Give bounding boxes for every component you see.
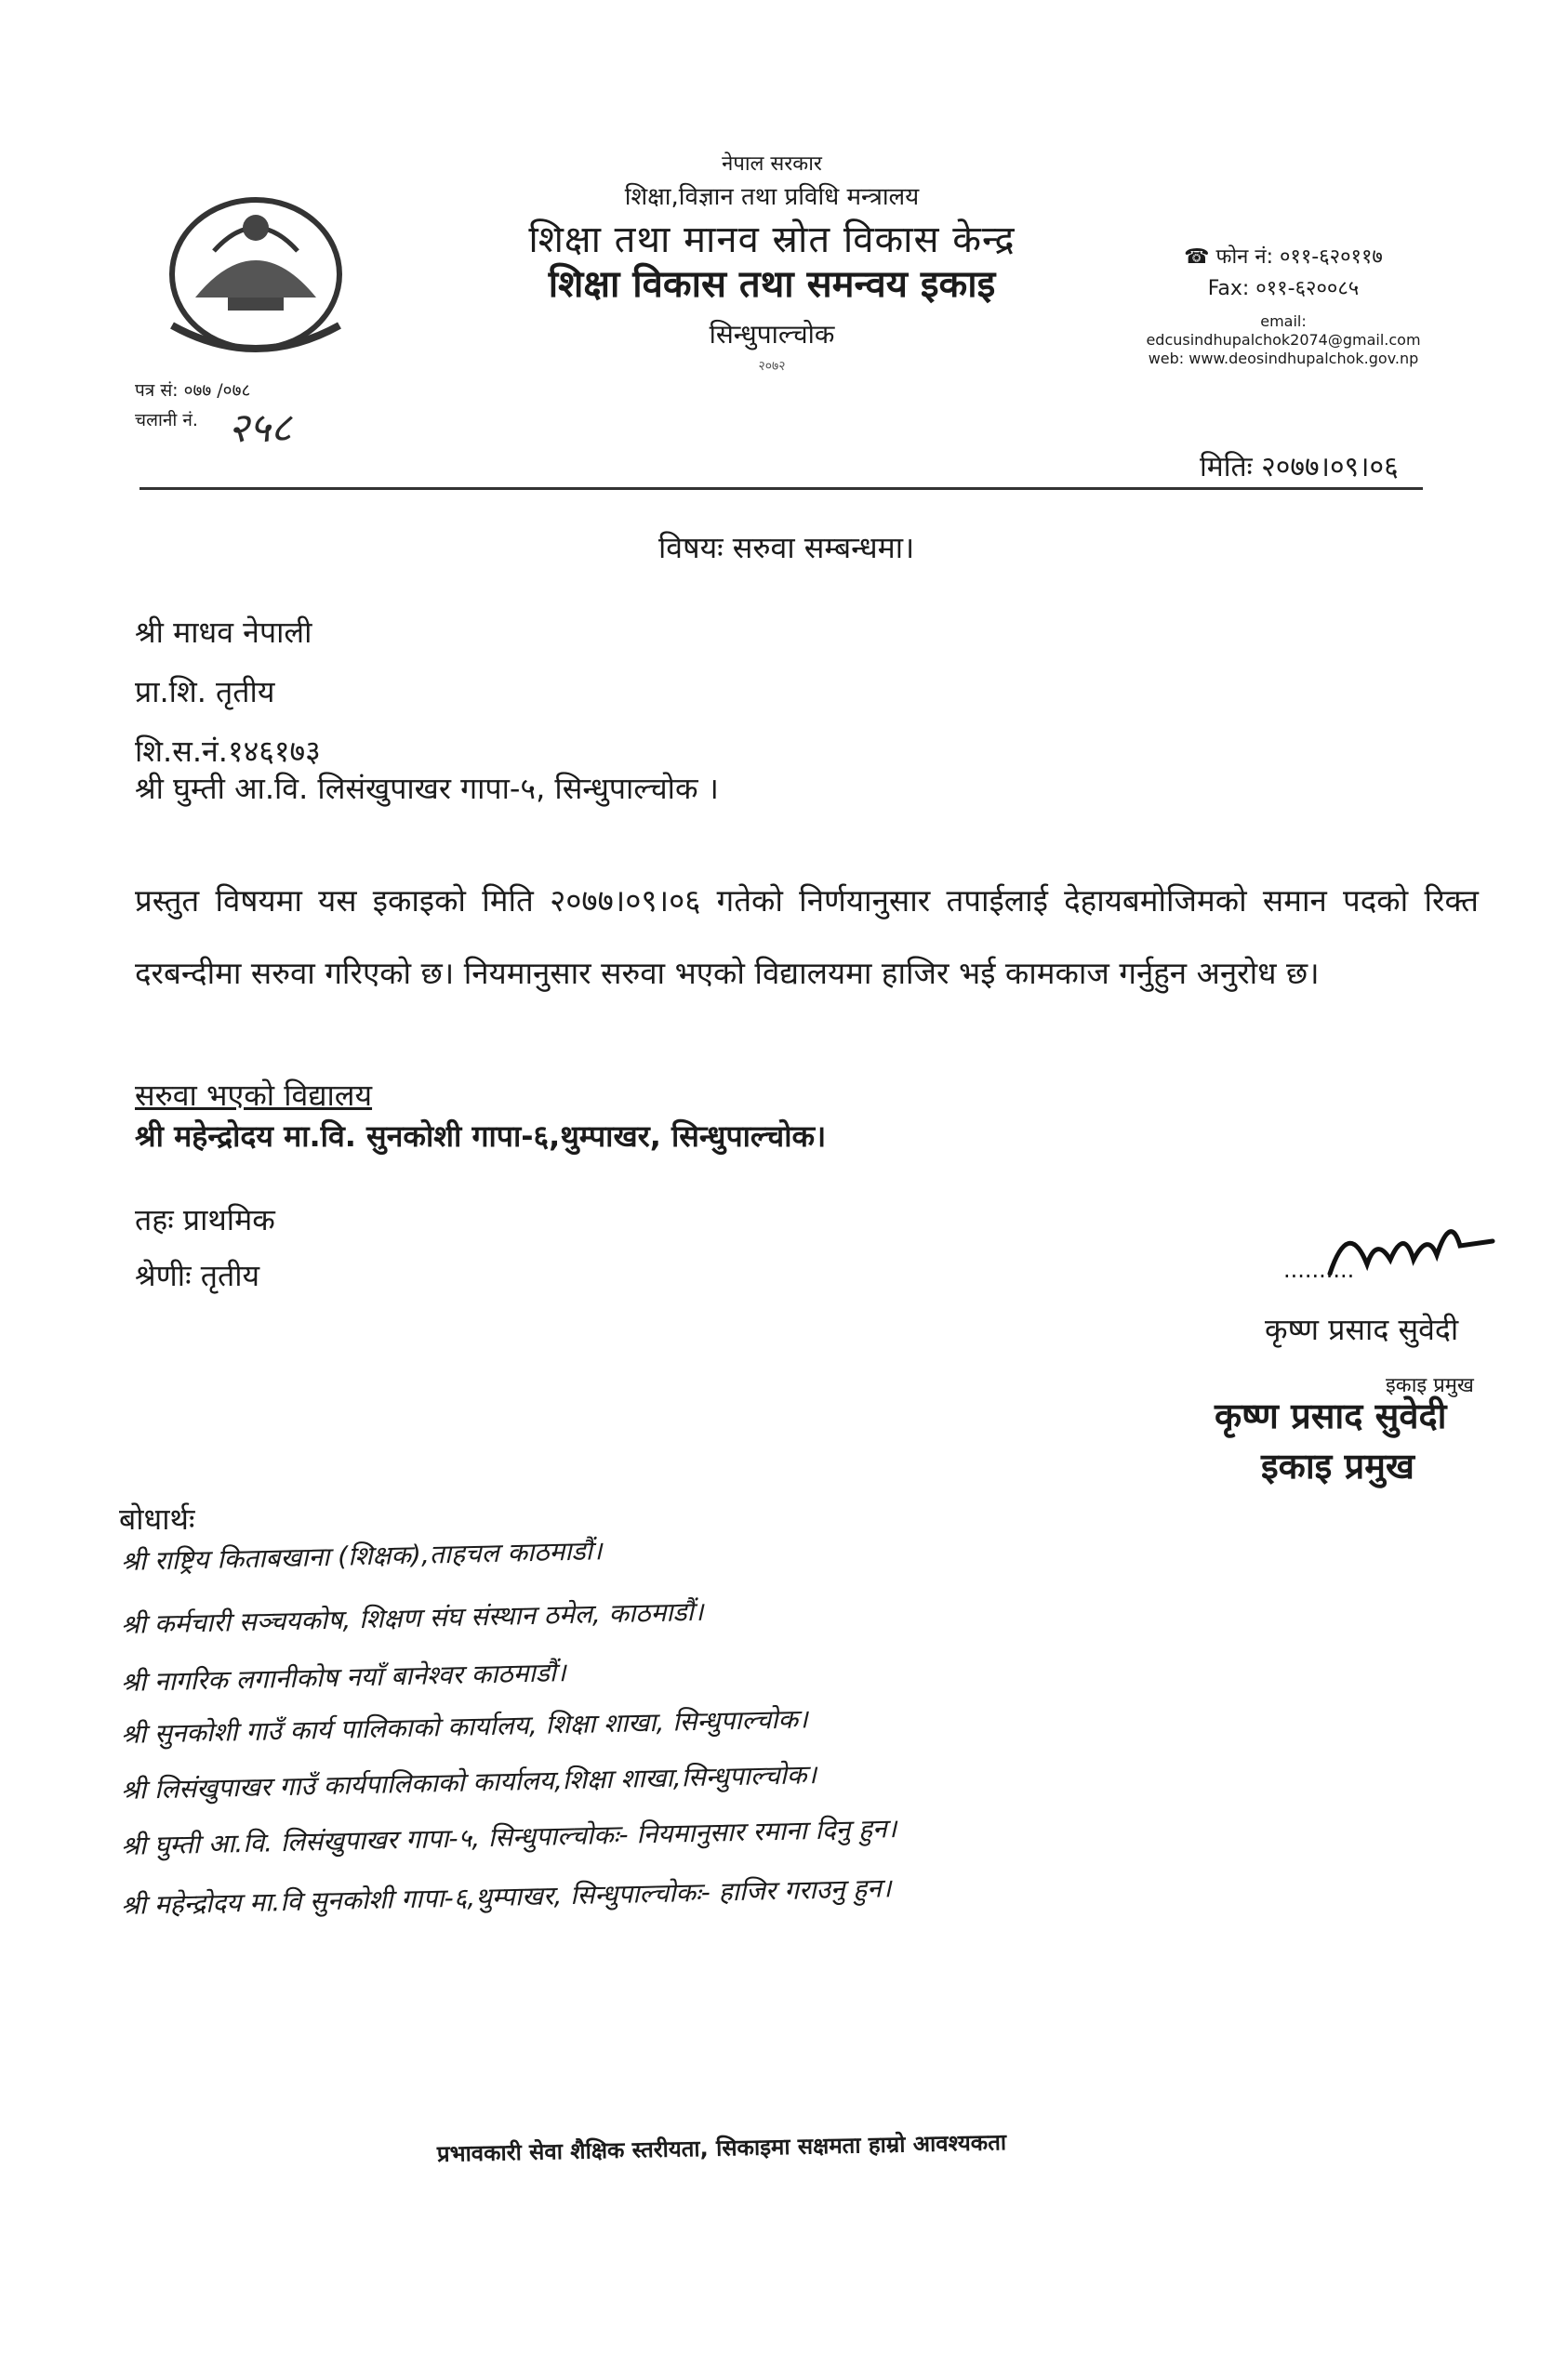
contact-email: edcusindhupalchok2074@gmail.com (1146, 331, 1421, 349)
header-government: नेपाल सरकार (722, 152, 822, 176)
signature-dots: .......... (1283, 1257, 1355, 1283)
nepal-emblem-icon (149, 186, 363, 372)
transfer-level: तहः प्राथमिक (135, 1202, 275, 1237)
letter-number: पत्र सं: ०७७ /०७८ (135, 380, 251, 401)
dispatch-label: चलानी नं. (135, 410, 198, 430)
cc-item: श्री राष्ट्रिय किताबखाना (शिक्षक),ताहचल काठमाडौं। (120, 1535, 603, 1577)
dispatch-number: २५८ (228, 404, 292, 452)
recipient-school: श्री घुम्ती आ.वि. लिसंखुपाखर गापा-५, सिन्धुपाल्चोक । (135, 771, 719, 806)
body-paragraph: प्रस्तुत विषयमा यस इकाइको मिति २०७७।०९।०६ गतेको निर्णयानुसार तपाईलाई देहायबमोजिमको समान पदको रिक्त दरबन्दीमा सरुवा गरिएको छ। नियमानुसार सरुवा भएको विद्यालयमा हाजिर भई कामकाज गर्नुहुन अनुरोध छ। (135, 882, 1479, 991)
transfer-grade: श्रेणीः तृतीय (135, 1258, 260, 1293)
cc-label: बोधार्थः (119, 1501, 195, 1537)
cc-item: श्री सुनकोशी गाउँ कार्य पालिकाको कार्यालय, शिक्षा शाखा, सिन्धुपाल्चोक। (120, 1703, 809, 1750)
header-district: सिन्धुपाल्चोक (709, 319, 835, 350)
transfer-heading: सरुवा भएको विद्यालय (135, 1078, 373, 1113)
cc-item: श्री महेन्द्रोदय मा.वि सुनकोशी गापा-६,थुम्पाखर, सिन्धुपाल्चोकः- हाजिर गराउनु हुन। (120, 1872, 892, 1921)
cc-item: श्री कर्मचारी सञ्चयकोष, शिक्षण संघ संस्थान ठमेल, काठमाडौं। (120, 1595, 704, 1640)
header-unit: शिक्षा विकास तथा समन्वय इकाइ (548, 263, 996, 306)
letter-date: मितिः २०७७।०९।०६ (1200, 451, 1399, 483)
footer-motto: प्रभावकारी सेवा शैक्षिक स्तरीयता, सिकाइमा सक्षमता हाम्रो आवश्यकता (436, 2129, 1007, 2167)
subject: विषयः सरुवा सम्बन्धमा। (658, 530, 915, 565)
recipient-level: प्रा.शि. तृतीय (135, 674, 275, 709)
transfer-school: श्री महेन्द्रोदय मा.वि. सुनकोशी गापा-६,थुम्पाखर, सिन्धुपाल्चोक। (135, 1118, 827, 1154)
contact-email-label: email: (1260, 312, 1307, 330)
signer-title: इकाइ प्रमुख (1386, 1374, 1474, 1397)
contact-fax: Fax: ०११-६२००८५ (1207, 277, 1360, 300)
stamp-name: कृष्ण प्रसाद सुवेदी (1215, 1395, 1447, 1436)
header-ministry: शिक्षा,विज्ञान तथा प्रविधि मन्त्रालय (624, 183, 920, 211)
contact-web: web: www.deosindhupalchok.gov.np (1148, 350, 1419, 367)
cc-item: श्री घुम्ती आ.वि. लिसंखुपाखर गापा-५, सिन्धुपाल्चोकः- नियमानुसार रमाना दिनु हुन। (120, 1813, 897, 1861)
signer-name: कृष्ण प्रसाद सुवेदी (1265, 1312, 1459, 1347)
phone-icon: ☎ (1184, 245, 1216, 269)
cc-item: श्री नागरिक लगानीकोष नयाँ बानेश्वर काठमाडौं। (120, 1657, 566, 1698)
header-stamp-year: २०७२ (758, 359, 786, 374)
recipient-name: श्री माधव नेपाली (135, 615, 312, 650)
header-center: शिक्षा तथा मानव स्रोत विकास केन्द्र (528, 218, 1016, 261)
recipient-id: शि.स.नं.१४६१७३ (135, 734, 321, 769)
cc-item: श्री लिसंखुपाखर गाउँ कार्यपालिकाको कार्यालय,शिक्षा शाखा,सिन्धुपाल्चोक। (120, 1759, 817, 1805)
stamp-title: इकाइ प्रमुख (1261, 1446, 1415, 1487)
header-divider (139, 487, 1423, 490)
contact-phone: ☎ फोन नं: ०११-६२०११७ (1184, 245, 1383, 269)
